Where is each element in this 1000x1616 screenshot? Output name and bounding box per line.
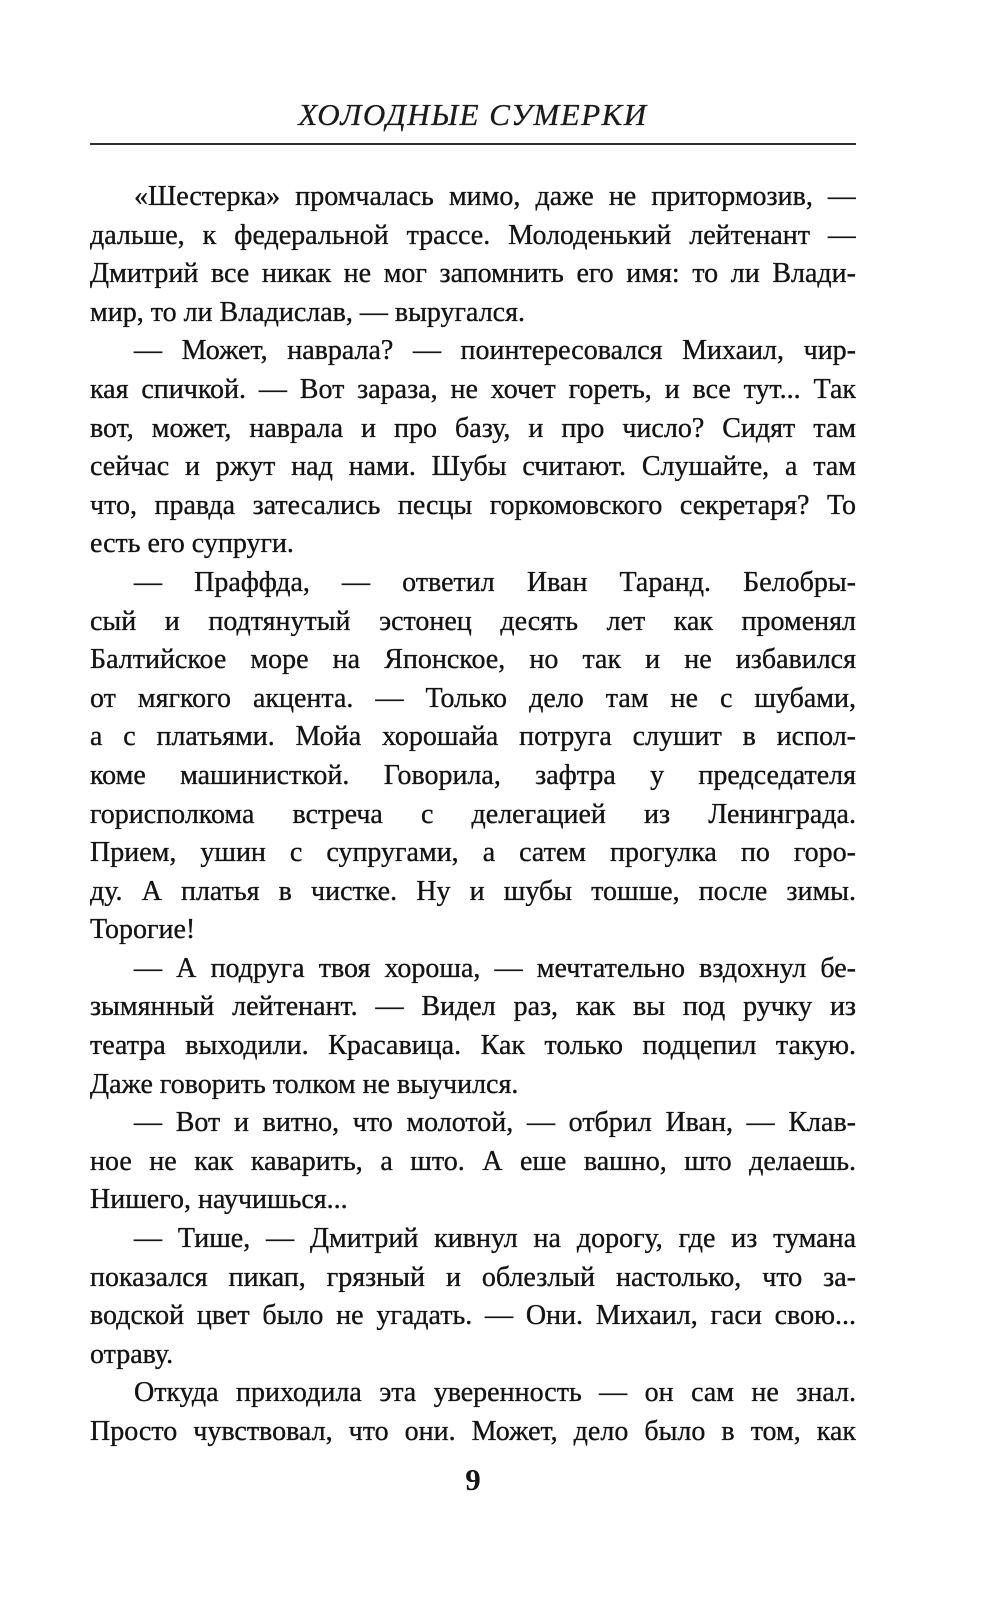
text-line: что, правда затесались песцы горкомовского секретаря? То: [90, 489, 856, 521]
text-line: вот, может, наврала и про базу, и про число? Сидят там: [90, 412, 856, 444]
page-content: [90, 98, 856, 1452]
text-line: отраву.: [90, 1338, 174, 1370]
text-line: «Шестерка» промчалась мимо, даже не притормозив, —: [134, 181, 856, 212]
text-line: Торогие!: [90, 914, 196, 946]
text-line: от мягкого акцента. — Только дело там не с шубами,: [90, 682, 856, 714]
header-rule: [90, 143, 856, 145]
body-text: [90, 178, 856, 1452]
text-line: Прием, ушин с супругами, а сатем прогулка по горо-: [90, 837, 856, 869]
text-line: ду. А платья в чистке. Ну и шубы тошше, после зимы.: [90, 875, 856, 907]
text-line: коме машинисткой. Говорила, зафтра у председателя: [90, 759, 856, 791]
text-line: Даже говорить толком не выучился.: [90, 1068, 519, 1100]
text-line: кая спичкой. — Вот зараза, не хочет гореть, и все тут... Так: [90, 373, 856, 405]
text-line: водской цвет было не угадать. — Они. Михаил, гаси свою...: [90, 1300, 856, 1332]
text-line: горисполкома встреча с делегацией из Ленинграда.: [90, 798, 856, 830]
text-line: зымянный лейтенант. — Видел раз, как вы под ручку из: [90, 991, 856, 1023]
text-line: мир, то ли Владислав, — выругался.: [90, 296, 525, 328]
text-line: сейчас и ржут над нами. Шубы считают. Слушайте, а там: [90, 451, 856, 483]
text-line: есть его супруги.: [90, 528, 294, 560]
text-line: театра выходили. Красавица. Как только подцепил такую.: [90, 1030, 856, 1062]
text-line: — Праффда, — ответил Иван Таранд. Белобры-: [134, 566, 856, 598]
text-line: Просто чувствовал, что они. Может, дело было в том, как: [90, 1416, 856, 1447]
text-line: — А подруга твоя хороша, — мечтательно вздохнул бе-: [134, 952, 856, 984]
chapter-title: ХОЛОДНЫЕ СУМЕРКИ: [298, 97, 648, 132]
text-line: дальше, к федеральной трассе. Молоденький лейтенант —: [90, 219, 856, 251]
text-line: ное не как каварить, а што. А еше вашно, што делаешь.: [90, 1145, 856, 1177]
text-line: сый и подтянутый эстонец десять лет как променял: [90, 605, 856, 637]
text-line: а с платьями. Мойа хорошайа потруга слушит в испол-: [90, 721, 856, 753]
text-line: Нишего, научишься...: [90, 1184, 348, 1216]
text-line: Балтийское море на Японское, но так и не избавился: [90, 644, 856, 676]
text-line: Дмитрий все никак не мог запомнить его имя: то ли Влади-: [90, 258, 856, 290]
text-line: — Тише, — Дмитрий кивнул на дорогу, где из тумана: [134, 1223, 856, 1255]
text-line: — Вот и витно, что молотой, — отбрил Иван, — Клав-: [134, 1107, 856, 1139]
text-line: Откуда приходила эта уверенность — он сам не знал.: [134, 1377, 856, 1409]
page-number: 9: [465, 1462, 481, 1497]
text-line: показался пикап, грязный и облезлый настолько, что за-: [90, 1261, 856, 1293]
text-line: — Может, наврала? — поинтересовался Михаил, чир-: [134, 335, 856, 367]
